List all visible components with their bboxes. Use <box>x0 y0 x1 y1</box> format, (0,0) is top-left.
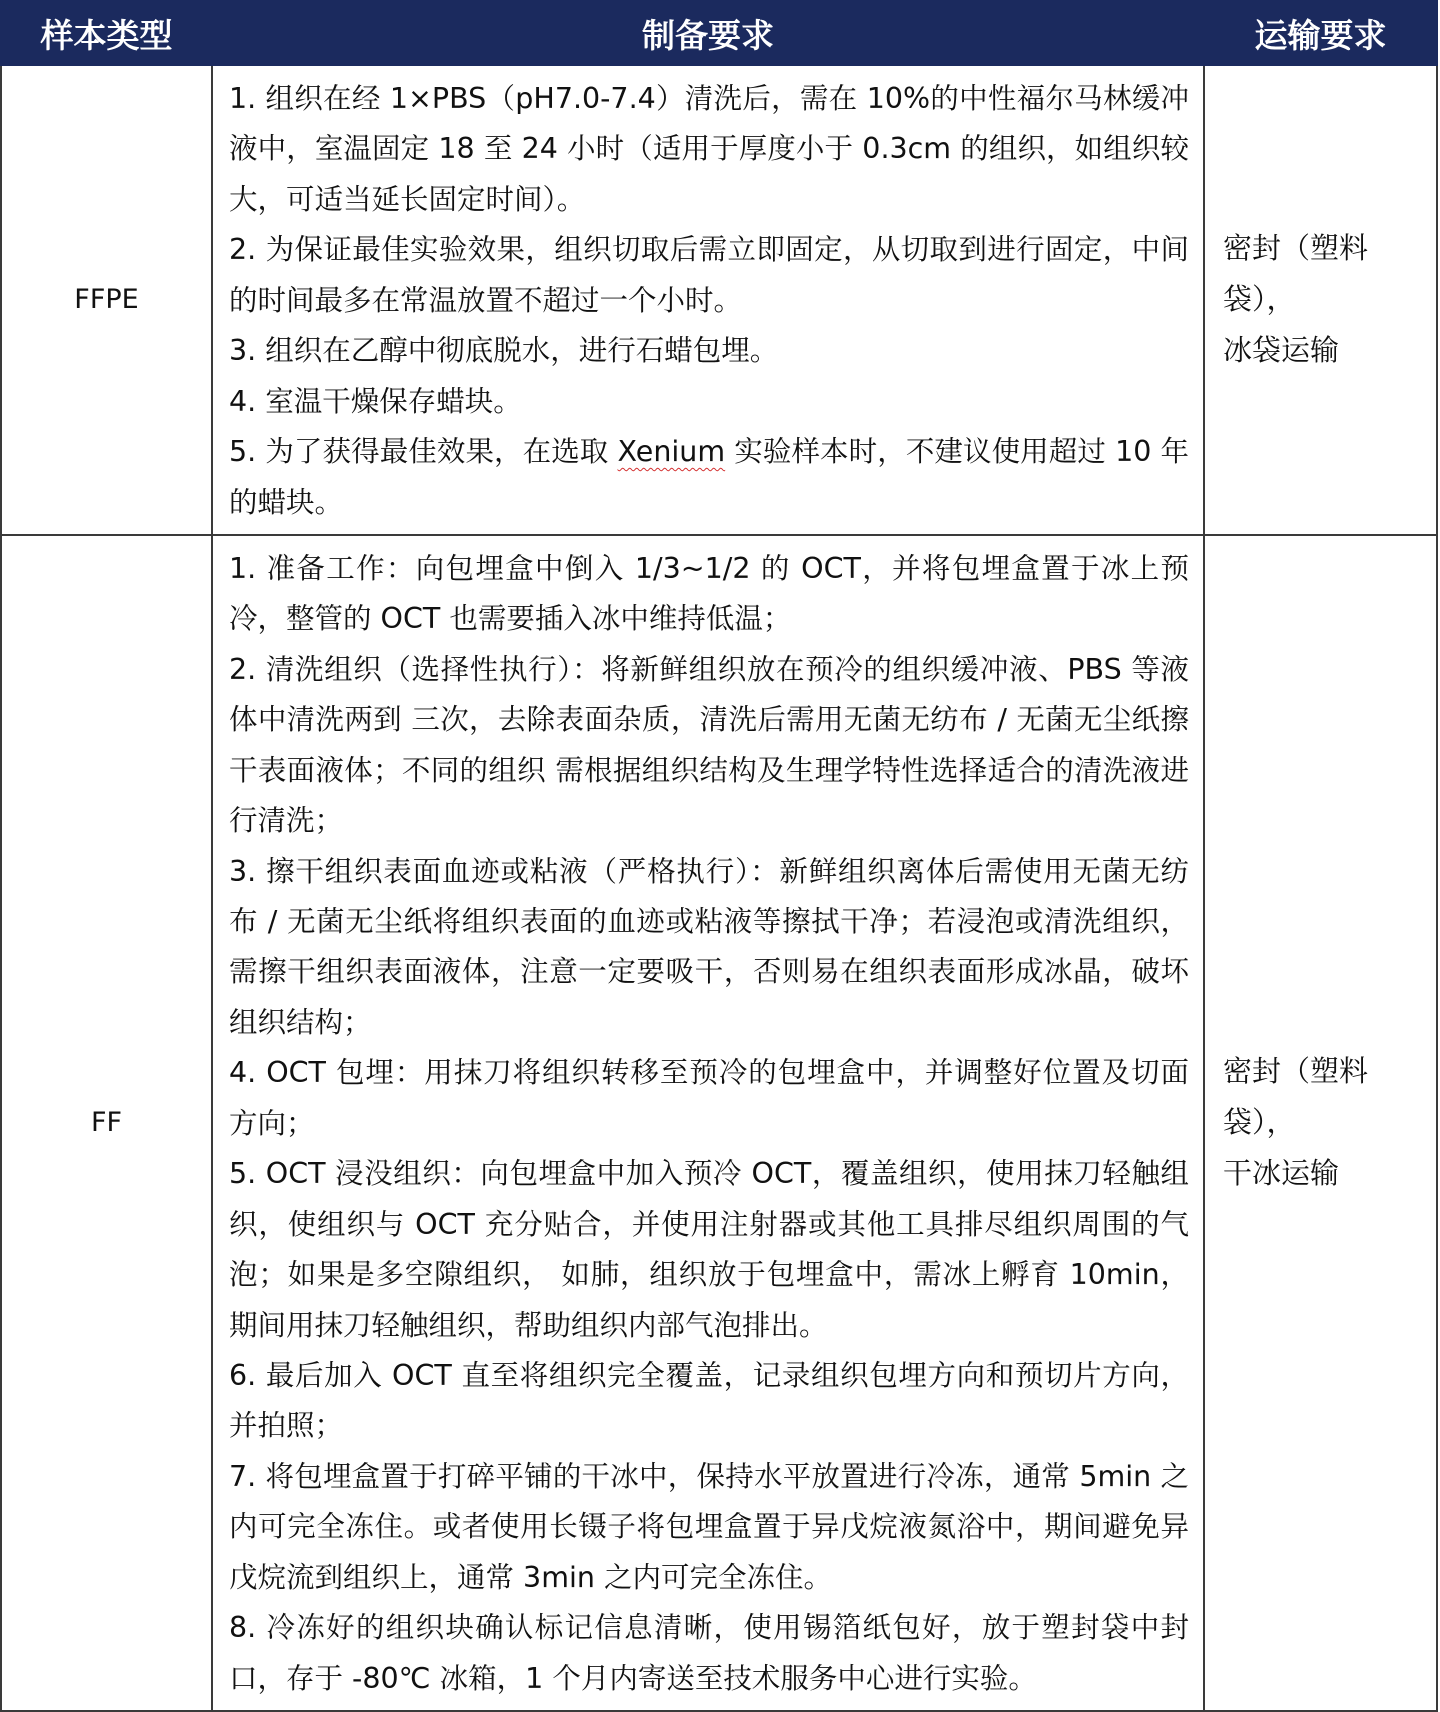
shipping-line: 冰袋运输 <box>1223 333 1340 368</box>
table-header <box>1 1 1437 65</box>
requirement-item: 3. 擦干组织表面血迹或粘液（严格执行）：新鲜组织离体后需使用无菌无纺布 / 无菌无尘纸将组织表面的血迹或粘液等擦拭干净；若浸泡或清洗组织，需擦干组织表面液体，注意一定要吸干，否则易在组织表面形成冰晶，破坏组织结构； <box>229 854 1189 1039</box>
header-sample-type: 样本类型 <box>1 1 212 65</box>
requirement-item: 4. OCT 包埋：用抹刀将组织转移至预冷的包埋盒中，并调整好位置及切面方向； <box>229 1056 1189 1140</box>
spellcheck-underline: Xenium <box>617 435 726 469</box>
shipping-line: 干冰运输 <box>1223 1156 1340 1191</box>
shipping-cell <box>1204 535 1437 1711</box>
requirement-item: 1. 组织在经 1×PBS（pH7.0-7.4）清洗后，需在 10%的中性福尔马林缓冲液中，室温固定 18 至 24 小时（适用于厚度小于 0.3cm 的组织，如组织较大，可适当延长固定时间）。 <box>229 82 1189 216</box>
requirement-item: 8. 冷冻好的组织块确认标记信息清晰，使用锡箔纸包好，放于塑封袋中封口，存于 -80℃ 冰箱，1 个月内寄送至技术服务中心进行实验。 <box>229 1611 1189 1695</box>
requirement-item: 7. 将包埋盒置于打碎平铺的干冰中，保持水平放置进行冷冻，通常 5min 之内可完全冻住。或者使用长镊子将包埋盒置于异戊烷液氮浴中，期间避免异戊烷流到组织上，通常 3min 之内可完全冻住。 <box>229 1459 1189 1594</box>
header-preparation: 制备要求 <box>212 1 1204 65</box>
header-row <box>1 1 1437 65</box>
preparation-cell <box>212 65 1204 535</box>
requirement-item: 6. 最后加入 OCT 直至将组织完全覆盖，记录组织包埋方向和预切片方向，并拍照； <box>229 1358 1189 1443</box>
table-row-ffpe <box>1 65 1437 535</box>
sample-type-cell: FF <box>1 535 212 1711</box>
sample-type-cell: FFPE <box>1 65 212 535</box>
shipping-line: 密封（塑料袋）， <box>1223 231 1369 317</box>
table-row-ff <box>1 535 1437 1711</box>
requirement-item: 2. 清洗组织（选择性执行）：将新鲜组织放在预冷的组织缓冲液、PBS 等液体中清洗两到 三次，去除表面杂质，清洗后需用无菌无纺布 / 无菌无尘纸擦干表面液体；不同的组织 需根据组织结构及生理学特性选择适合的清洗液进行清洗； <box>229 652 1189 838</box>
shipping-cell <box>1204 65 1437 535</box>
requirement-item: 4. 室温干燥保存蜡块。 <box>229 384 522 418</box>
requirement-item: 5. 为了获得最佳效果，在选取 Xenium 实验样本时，不建议使用超过 10 年的蜡块。 <box>229 435 1189 519</box>
header-shipping: 运输要求 <box>1204 1 1437 65</box>
requirement-item: 1. 准备工作：向包埋盒中倒入 1/3~1/2 的 OCT，并将包埋盒置于冰上预冷，整管的 OCT 也需要插入冰中维持低温； <box>229 551 1189 636</box>
preparation-cell <box>212 535 1204 1711</box>
requirement-item: 5. OCT 浸没组织：向包埋盒中加入预冷 OCT，覆盖组织，使用抹刀轻触组织，使组织与 OCT 充分贴合，并使用注射器或其他工具排尽组织周围的气泡；如果是多空隙组织， 如肺，组织放于包埋盒中，需冰上孵育 10min，期间用抹刀轻触组织，帮助组织内部气泡排出。 <box>229 1157 1189 1342</box>
requirement-item: 2. 为保证最佳实验效果，组织切取后需立即固定，从切取到进行固定，中间的时间最多在常温放置不超过一个小时。 <box>229 233 1189 317</box>
requirement-item: 3. 组织在乙醇中彻底脱水，进行石蜡包埋。 <box>229 334 779 368</box>
shipping-line: 密封（塑料袋）， <box>1223 1054 1369 1140</box>
